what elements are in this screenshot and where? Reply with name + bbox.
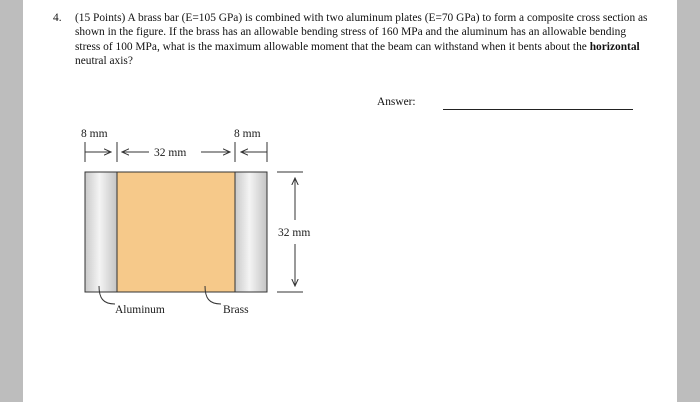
aluminum-plate-left [85, 172, 117, 292]
label-aluminum: Aluminum [115, 304, 165, 316]
question-outro: neutral axis? [75, 55, 133, 68]
dim-label-right-plate: 8 mm [234, 128, 261, 140]
question-emphasis: horizontal [589, 40, 640, 53]
question-number: 4. [53, 12, 62, 24]
brass-bar [117, 172, 235, 292]
label-brass: Brass [223, 304, 249, 316]
dim-label-brass-width: 32 mm [154, 147, 187, 159]
answer-label: Answer: [377, 96, 416, 108]
document-page [23, 0, 677, 402]
question-intro: (15 Points) A brass bar (E=105 GPa) is combined with two aluminum plates (E=70 GPa) to form a composite cross section as shown in the figure. If the brass has an allowable bending stress of 160 MPa and the aluminum has an allowable bending stress of 100 MPa, what is the maximum allowable moment that the beam can withstand when it bents about the [75, 12, 648, 53]
cross-section-figure [23, 0, 677, 402]
dim-label-left-plate: 8 mm [81, 128, 108, 140]
cross-section-diagram [23, 0, 677, 402]
dim-label-height: 32 mm [278, 227, 311, 239]
aluminum-plate-right [235, 172, 267, 292]
